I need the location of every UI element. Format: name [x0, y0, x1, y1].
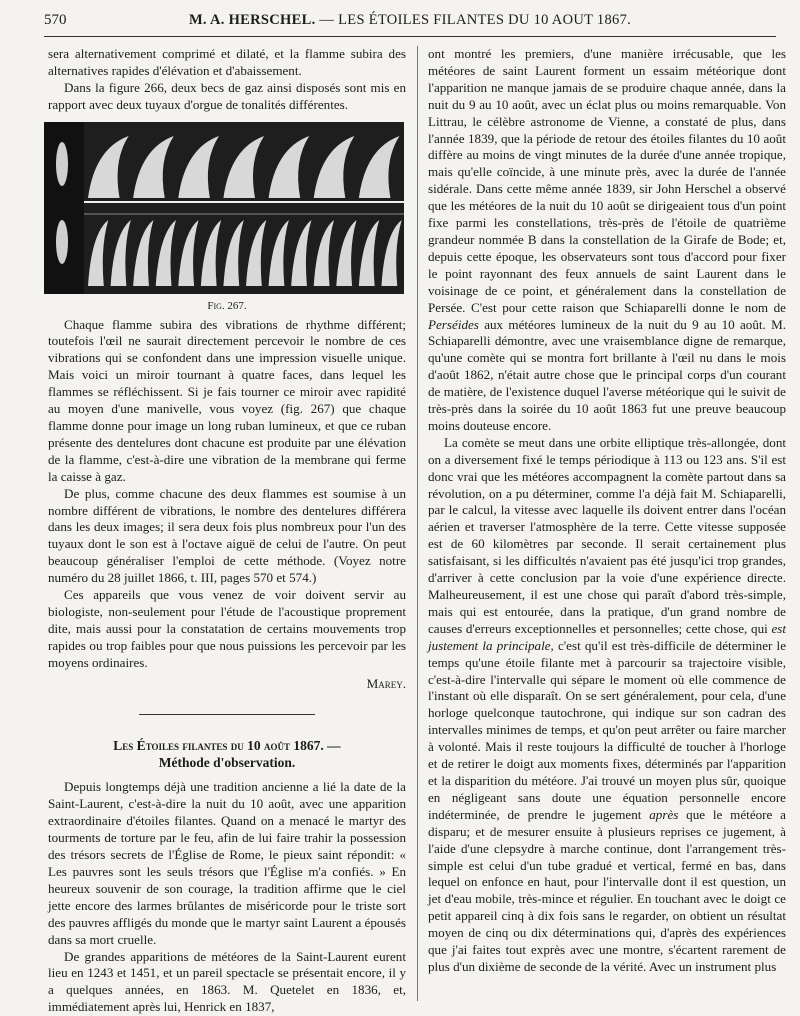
text-run: La comète se meut dans une orbite elliptique très-allongée, dont on a diversement fixé le temps périodique à 113 ou 123 ans. S'il est donc vrai que les météores accompagnent la comète partout dans sa révolution, on a pu déterminer, comme l'a déjà fait M. Schiaparelli, par le calcul, la vitesse avec laquelle ils doivent entrer dans l'océan aérien et traverser l'atmosphère de la terre. Cette vitesse supposée est de 60 kilomètres par seconde. Il serait certainement plus satisfaisant, si les difficultés n'avaient pas été jusqu'ici trop grandes, d'arriver à cette conclusion par la voie d'une expérience directe. Malheureusement, il est une chose qui paraît d'abord très-simple, mais qui est entourée, dans la pratique, d'un grand nombre de causes d'erreurs exceptionnelles et personnelles; cette chose, qui — [428, 434, 786, 636]
left-column — [48, 46, 406, 1016]
text-run: que le météore a disparu; et de mesurer ensuite à plusieurs reprises ce jugement, à l'aide d'une clepsydre à marche continue, dont l'arrangement très-simple est celui d'un tube gradué et vertical, fermé en bas, dans lequel on enfonce en haut, pour l'intervalle dont il est question, un jet d'eau mobile, très-mince et régulier. En touchant avec le doigt ce petit appareil cinq à dix fois sans le regarder, on obtient un résultat moyen de cinq ou dix déterminations qui, d'après des expériences que j'ai faites tout exprès avec une montre, s'écartent rarement de plus d'un dixième de seconde de la vérité. Avec un instrument plus — [428, 806, 786, 974]
paragraph: Ces appareils que vous venez de voir doivent servir au biologiste, non-seulement pour l'étude de l'acoustique proprement dite, mais aussi pour la constatation de certains mouvements trop rapides ou trop faibles pour que nous puissions les percevoir par les moyens ordinaires. — [48, 587, 406, 670]
right-column — [428, 46, 786, 976]
section-title — [48, 737, 406, 771]
emphasis: après — [649, 806, 679, 822]
page-number: 570 — [44, 12, 67, 28]
text-run: aux météores lumineux de la nuit du 9 au 10 août. M. Schiaparelli démontre, avec une vraisemblance digne de remarque, qu'une comète qui se montra fort brillante à l'œil nu dans le mois d'août 1862, n'était autre chose que le principal corps d'un courant de matière, de l'existence duquel l'averse météorique qui le suivit de très-près dans la soirée du 10 août 1863 fut une preuve beaucoup moins douteuse encore. — [428, 316, 786, 433]
text-run: ont montré les premiers, d'une manière irrécusable, que les météores de saint Laurent forment un essaim météorique dont l'apparition ne manque jamais de se produire chaque année, dans la nuit du 9 au 10 août, avec un éclat plus ou moins remarquable. Von Littrau, le célèbre astronome de Vienne, a constaté de plus, dans l'année 1839, que la période de retour des étoiles filantes du 10 août diffère au moins de vingt minutes de la durée d'une année tropique, mais qu'elle coïncide, à une minute près, avec la durée de l'année sidérale. Dans cette même année 1839, sir John Herschel a observé que les météores de la nuit du 10 août se dirigeaient tous d'un point fixe parmi les constellations, très-près de l'étoile de quatrième grandeur nommée B dans la constellation de la Girafe de Bode; et, depuis cette époque, les observateurs sont tous d'accord pour fixer le point rayonnant des feux annuels de saint Laurent dans le voisinage de ce point, et généralement dans la constellation de Persée. C'est pour cette raison que Schiaparelli donne le nom de — [428, 46, 786, 315]
emphasis: est justement la principale — [428, 620, 786, 653]
author-signature: Marey. — [366, 675, 406, 691]
section-title-line-1: Les Étoiles filantes du 10 août 1867. — — [113, 738, 341, 754]
figure-267-image — [44, 122, 404, 294]
running-title — [44, 12, 776, 29]
paragraph: sera alternativement comprimé et dilaté, et la flamme subira des alternatives rapides d'élévation et d'abaissement. — [48, 46, 406, 78]
section-separator — [139, 714, 315, 715]
paragraph — [428, 46, 786, 435]
paragraph: Chaque flamme subira des vibrations de rhythme différent; toutefois l'œil ne saurait directement percevoir le nombre de ces vibrations qui se confondent dans une impression visuelle unique. Mais voici un miroir tournant à quatre faces, dans lequel les flammes se réfléchissent. Si je fais tourner ce miroir avec rapidité au moyen d'une manivelle, vous voyez (fig. 267) que chaque flamme donne pour image un long ruban lumineux, et que ce ruban présente des dentelures dont chacune est produite par une élévation de la flamme, c'est-à-dire une vibration de la membrane qui ferme la caisse à gaz. — [48, 316, 406, 484]
running-title-author: M. A. HERSCHEL. — [188, 12, 316, 28]
running-title-text: — LES ÉTOILES FILANTES DU 10 AOUT 1867. — [315, 12, 632, 28]
text-run: , c'est qu'il est très-difficile de déterminer le temps qu'une étoile filante met à parcourir sa trajectoire visible, c'est-à-dire l'intervalle qui sépare le moment où elle commence de l'instant où elle disparaît. On se sert généralement, pour cela, d'une horloge quelconque tautochrone, qui indique sur son cadran des intervalles minimes de temps, et qu'on peut arrêter ou faire marcher à volonté. Mais il reste toujours la difficulté de toucher à l'horloge et de retirer le doigt aux moments fixes, déterminés par l'apparition et la disparition du météore. J'ai trouvé un moyen plus sûr, quoique en négligeant sans doute une équation personnelle encore indéterminée, de prendre le jugement — [428, 637, 787, 822]
paragraph — [428, 435, 786, 976]
figure-caption: Fig. 267. — [207, 299, 247, 312]
section-title-line-2: Méthode d'observation. — [158, 755, 296, 771]
emphasis: Perséides — [428, 316, 479, 332]
paragraph: De grandes apparitions de météores de la Saint-Laurent eurent lieu en 1243 et 1451, et un pareil spectacle se présentait encore, il y a quelques années, en 1863. M. Quetelet en 1836, et, immédiatement après lui, Henrick en 1837, — [48, 948, 406, 1015]
paragraph: Depuis longtemps déjà une tradition ancienne a lié la date de la Saint-Laurent, c'est-à-dire la nuit du 10 août, avec une apparition extraordinaire d'étoiles filantes. Quand on a menacé le martyr des tourments de torture par le feu, afin de lui faire trahir la possession des trésors secrets de l'Église de Rome, le pieux saint répondit: « Les pauvres sont les seuls trésors que l'Église m'a confiés. » En heureux souvenir de son courage, la tradition affirme que le ciel jette encore des larmes brûlantes de miséricorde pour le triste sort des pauvres affligés du monde que le martyr saint Laurent a épousés dans sa mort cruelle. — [48, 779, 406, 947]
paragraph: De plus, comme chacune des deux flammes est soumise à un nombre différent de vibrations, le nombre des dentelures différera dans les deux images; il sera deux fois plus nombreux pour l'un des tuyaux dont le son est à l'octave aiguë de celui de l'autre. On peut beaucoup généraliser l'emploi de cette méthode. (Voyez notre numéro du 28 juillet 1866, t. III, pages 570 et 574.) — [48, 485, 406, 586]
paragraph: Dans la figure 266, deux becs de gaz ainsi disposés sont mis en rapport avec deux tuyaux d'orgue de tonalités différentes. — [48, 79, 406, 112]
page-header — [44, 10, 776, 37]
column-divider — [417, 46, 418, 1001]
